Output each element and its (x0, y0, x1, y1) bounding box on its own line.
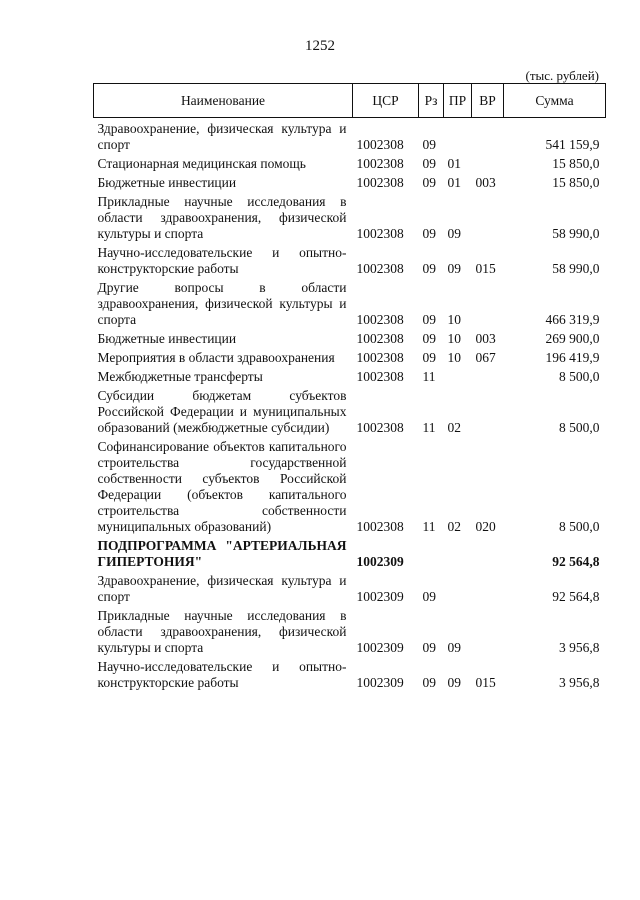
page-number: 1252 (305, 38, 335, 54)
cell-sum: 15 850,0 (552, 175, 600, 190)
table-row (94, 172, 606, 191)
cell-pr: 01 (447, 156, 461, 171)
table-row (94, 347, 606, 366)
cell-csr: 1002308 (356, 175, 404, 190)
cell-pr (444, 118, 472, 154)
cell-rz: 09 (422, 156, 436, 171)
cell-name: Бюджетные инвестиции (97, 175, 237, 190)
cell-vr: 020 (475, 519, 496, 534)
header-rz: Рз (419, 84, 444, 118)
table-header (94, 84, 606, 118)
cell-name: Бюджетные инвестиции (97, 331, 237, 346)
cell-csr: 1002308 (356, 331, 404, 346)
cell-pr: 10 (447, 331, 461, 346)
cell-pr: 09 (447, 640, 461, 655)
cell-sum: 8 500,0 (559, 420, 600, 435)
cell-sum: 466 319,9 (545, 312, 600, 327)
cell-name: Здравоохранение, физическая культура и спорт (97, 573, 347, 604)
cell-name: Научно-исследовательские и опытно-конструкторские работы (97, 659, 347, 690)
cell-sum: 92 564,8 (552, 589, 600, 604)
cell-pr: 10 (447, 312, 461, 327)
header-csr: ЦСР (353, 84, 419, 118)
cell-sum: 3 956,8 (559, 640, 600, 655)
cell-csr: 1002309 (356, 589, 404, 604)
cell-pr (444, 570, 472, 605)
table-row (94, 118, 606, 154)
cell-rz: 11 (422, 420, 436, 435)
cell-vr: 015 (475, 261, 496, 276)
cell-vr: 015 (475, 675, 496, 690)
cell-vr (472, 605, 504, 656)
cell-pr: 09 (447, 226, 461, 241)
cell-pr: 10 (447, 350, 461, 365)
cell-name: Мероприятия в области здравоохранения (97, 350, 335, 365)
cell-pr: 01 (447, 175, 461, 190)
table-body (94, 118, 606, 692)
header-vr: ВР (472, 84, 504, 118)
cell-csr: 1002309 (356, 554, 404, 569)
cell-pr: 09 (447, 675, 461, 690)
cell-pr: 02 (447, 420, 461, 435)
table-row (94, 277, 606, 328)
cell-sum: 541 159,9 (545, 137, 600, 152)
cell-name: Здравоохранение, физическая культура и спорт (97, 121, 347, 152)
cell-sum: 8 500,0 (559, 519, 600, 534)
cell-vr (472, 366, 504, 385)
table-row (94, 191, 606, 242)
cell-name: Софинансирование объектов капитального строительства государственной собственности субъектов Российской Федерации (объектов капитального строительства собственности муниципальных образований) (97, 439, 347, 534)
cell-rz: 09 (422, 675, 436, 690)
cell-vr (472, 385, 504, 436)
cell-vr (472, 153, 504, 172)
cell-vr: 003 (475, 331, 496, 346)
cell-vr (472, 535, 504, 570)
cell-csr: 1002308 (356, 226, 404, 241)
cell-name: Межбюджетные трансферты (97, 369, 263, 384)
table-row (94, 535, 606, 570)
cell-pr: 09 (447, 261, 461, 276)
cell-sum: 3 956,8 (559, 675, 600, 690)
cell-name: Прикладные научные исследования в области здравоохранения, физической культуры и спорта (97, 608, 347, 655)
cell-vr (472, 570, 504, 605)
cell-name: Субсидии бюджетам субъектов Российской Федерации и муниципальных образований (межбюджетные субсидии) (97, 388, 347, 435)
cell-name: Другие вопросы в области здравоохранения, физической культуры и спорта (97, 280, 347, 327)
cell-rz: 09 (422, 226, 436, 241)
cell-sum: 15 850,0 (552, 156, 600, 171)
cell-rz: 09 (422, 331, 436, 346)
cell-sum: 8 500,0 (559, 369, 600, 384)
units-label: (тыс. рублей) (525, 68, 599, 83)
cell-name: Прикладные научные исследования в области здравоохранения, физической культуры и спорта (97, 194, 347, 241)
table-row (94, 242, 606, 277)
table-row (94, 366, 606, 385)
cell-vr (472, 277, 504, 328)
cell-csr: 1002308 (356, 312, 404, 327)
cell-rz (419, 535, 444, 570)
cell-vr: 067 (475, 350, 496, 365)
cell-rz: 11 (422, 519, 436, 534)
cell-sum: 269 900,0 (545, 331, 600, 346)
header-pr: ПР (444, 84, 472, 118)
table-row (94, 385, 606, 436)
cell-name: Стационарная медицинская помощь (97, 156, 306, 171)
cell-vr (472, 118, 504, 154)
cell-name: ПОДПРОГРАММА "АРТЕРИАЛЬНАЯ ГИПЕРТОНИЯ" (97, 538, 347, 569)
cell-csr: 1002309 (356, 640, 404, 655)
header-sum: Сумма (504, 84, 606, 118)
cell-rz: 11 (422, 369, 436, 384)
header-name: Наименование (94, 84, 353, 118)
cell-sum: 58 990,0 (552, 226, 600, 241)
cell-rz: 09 (422, 589, 436, 604)
cell-sum: 58 990,0 (552, 261, 600, 276)
table-row (94, 436, 606, 535)
cell-rz: 09 (422, 312, 436, 327)
cell-sum: 92 564,8 (552, 554, 600, 569)
cell-sum: 196 419,9 (545, 350, 600, 365)
cell-csr: 1002308 (356, 369, 404, 384)
cell-csr: 1002308 (356, 519, 404, 534)
cell-pr: 02 (447, 519, 461, 534)
budget-table (93, 83, 606, 691)
cell-rz: 09 (422, 261, 436, 276)
cell-vr: 003 (475, 175, 496, 190)
cell-vr (472, 191, 504, 242)
cell-rz: 09 (422, 137, 436, 152)
table-row (94, 153, 606, 172)
table-row (94, 605, 606, 656)
cell-rz: 09 (422, 175, 436, 190)
cell-csr: 1002308 (356, 261, 404, 276)
table-row (94, 570, 606, 605)
cell-pr (444, 535, 472, 570)
cell-name: Научно-исследовательские и опытно-конструкторские работы (97, 245, 347, 276)
table-row (94, 656, 606, 691)
cell-csr: 1002308 (356, 350, 404, 365)
cell-csr: 1002308 (356, 137, 404, 152)
table-row (94, 328, 606, 347)
cell-rz: 09 (422, 640, 436, 655)
cell-csr: 1002308 (356, 420, 404, 435)
cell-csr: 1002309 (356, 675, 404, 690)
cell-csr: 1002308 (356, 156, 404, 171)
cell-rz: 09 (422, 350, 436, 365)
cell-pr (444, 366, 472, 385)
